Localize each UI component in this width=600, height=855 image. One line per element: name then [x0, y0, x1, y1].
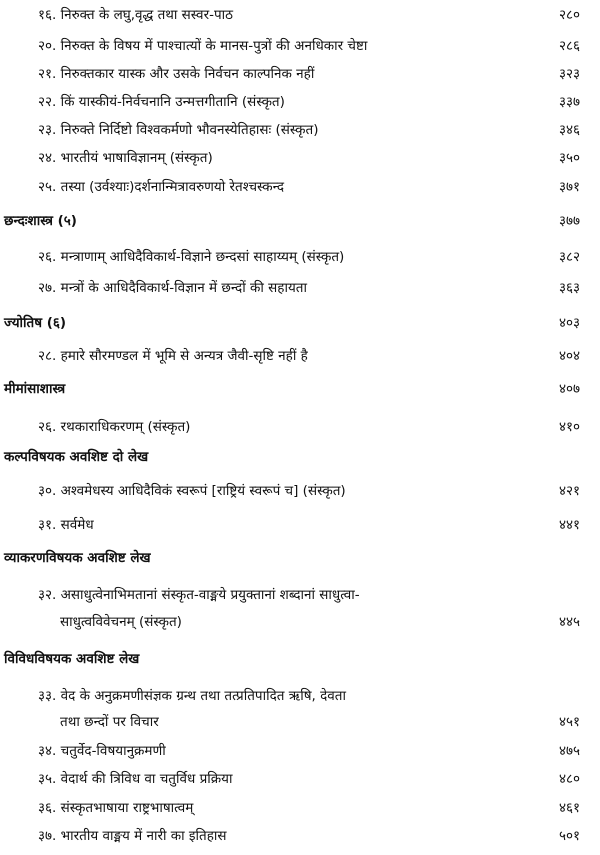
entry-title: २८. हमारे सौरमण्डल में भूमि से अन्यत्र जैवी-सृष्टि नहीं है [38, 348, 308, 364]
entry-page: ३४६ [558, 122, 580, 138]
toc-section [0, 310, 600, 336]
entry-title: ३६. संस्कृतभाषाया राष्ट्रभाषात्वम् [38, 800, 194, 816]
section-page: ४०३ [558, 315, 580, 331]
toc-entry [0, 823, 600, 849]
toc-entry [0, 582, 600, 608]
section-heading: विविधविषयक अवशिष्ट लेख [4, 651, 140, 667]
toc-entry-continuation [0, 609, 600, 635]
toc-entry [0, 512, 600, 538]
toc-entry [0, 174, 600, 200]
section-page: ३७७ [558, 213, 580, 229]
entry-title: २७. मन्त्रों के आधिदैविकार्थ-विज्ञान में छन्दों की सहायता [38, 280, 307, 296]
toc-section [0, 376, 600, 402]
entry-page: ४०४ [558, 348, 580, 364]
entry-title: ३१. सर्वमेध [38, 517, 94, 533]
entry-title: २६. मन्त्राणाम् आधिदैविकार्थ-विज्ञाने छन्दसां साहाय्यम् (संस्कृत) [38, 249, 345, 265]
section-heading: ज्योतिष (६) [4, 315, 67, 331]
entry-title: २३. निरुक्ते निर्दिष्टो विश्वकर्मणो भौवनस्येतिहासः (संस्कृत) [38, 122, 319, 138]
toc-entry [0, 275, 600, 301]
toc-entry [0, 145, 600, 171]
entry-page: ३२३ [558, 66, 580, 82]
entry-title: ३३. वेद के अनुक्रमणीसंज्ञक ग्रन्थ तथा तत्प्रतिपादित ऋषि, देवता [38, 688, 346, 704]
toc-entry [0, 2, 600, 28]
entry-page: ४५१ [558, 714, 580, 730]
entry-page: ३५० [558, 150, 580, 166]
entry-page: ४६१ [558, 800, 580, 816]
toc-section [0, 444, 600, 470]
toc-entry-continuation [0, 709, 600, 735]
entry-title: ३७. भारतीय वाङ्मय में नारी का इतिहास [38, 828, 227, 844]
entry-page: ४४१ [558, 517, 580, 533]
toc-entry [0, 766, 600, 792]
toc-entry [0, 478, 600, 504]
toc-entry [0, 244, 600, 270]
entry-title: ३५. वेदार्थ की त्रिविध वा चतुर्विध प्रक्रिया [38, 771, 233, 787]
entry-title: ३०. अश्वमेधस्य आधिदैविकं स्वरूपं [राष्ट्रियं स्वरूपं च] (संस्कृत) [38, 483, 346, 499]
toc-entry [0, 117, 600, 143]
entry-title: २२. किं यास्कीयं-निर्वचनानि उन्मत्तगीतानि (संस्कृत) [38, 94, 285, 110]
entry-title: २६. रथकाराधिकरणम् (संस्कृत) [38, 419, 191, 435]
toc-section [0, 646, 600, 672]
toc-section [0, 208, 600, 234]
entry-page: ३८२ [558, 249, 580, 265]
entry-page: ४१० [558, 419, 580, 435]
entry-title: २५. तस्या (उर्वश्याः)दर्शनान्मित्रावरुणयो रेतश्चस्कन्द [38, 179, 285, 195]
entry-page: ३७१ [558, 179, 580, 195]
entry-page: ४८० [558, 771, 580, 787]
entry-title: तथा छन्दों पर विचार [60, 714, 159, 730]
section-heading: मीमांसाशास्त्र [4, 381, 66, 397]
entry-page: ४७५ [558, 743, 580, 759]
toc-entry [0, 61, 600, 87]
entry-page: २८६ [558, 38, 580, 54]
toc-entry [0, 414, 600, 440]
entry-title: ३२. असाधुत्वेनाभिमतानां संस्कृत-वाङ्मये प्रयुक्तानां शब्दानां साधुत्वा- [38, 587, 360, 603]
entry-page: ३३७ [558, 94, 580, 110]
section-heading: छन्दःशास्त्र (५) [4, 213, 77, 229]
toc-entry [0, 343, 600, 369]
toc-entry [0, 33, 600, 59]
entry-title: २४. भारतीयं भाषाविज्ञानम् (संस्कृत) [38, 150, 213, 166]
section-heading: व्याकरणविषयक अवशिष्ट लेख [4, 550, 151, 566]
section-heading: कल्पविषयक अवशिष्ट दो लेख [4, 449, 149, 465]
toc-entry [0, 89, 600, 115]
toc-entry [0, 683, 600, 709]
entry-page: ४४५ [558, 614, 580, 630]
entry-title: १६. निरुक्त के लघु,वृद्ध तथा सस्वर-पाठ [38, 7, 233, 23]
entry-page: २८० [558, 7, 580, 23]
section-page: ४०७ [558, 381, 580, 397]
toc-section [0, 545, 600, 571]
entry-page: ४२१ [558, 483, 580, 499]
toc-entry [0, 738, 600, 764]
entry-title: ३४. चतुर्वेद-विषयानुक्रमणी [38, 743, 166, 759]
entry-title: २०. निरुक्त के विषय में पाश्चात्यों के मानस-पुत्रों की अनधिकार चेष्टा [38, 38, 368, 54]
entry-page: ३६३ [558, 280, 580, 296]
entry-title: साधुत्वविवेचनम् (संस्कृत) [60, 614, 182, 630]
toc-entry [0, 795, 600, 821]
entry-title: २१. निरुक्तकार यास्क और उसके निर्वचन काल्पनिक नहीं [38, 66, 315, 82]
entry-page: ५०१ [558, 828, 580, 844]
